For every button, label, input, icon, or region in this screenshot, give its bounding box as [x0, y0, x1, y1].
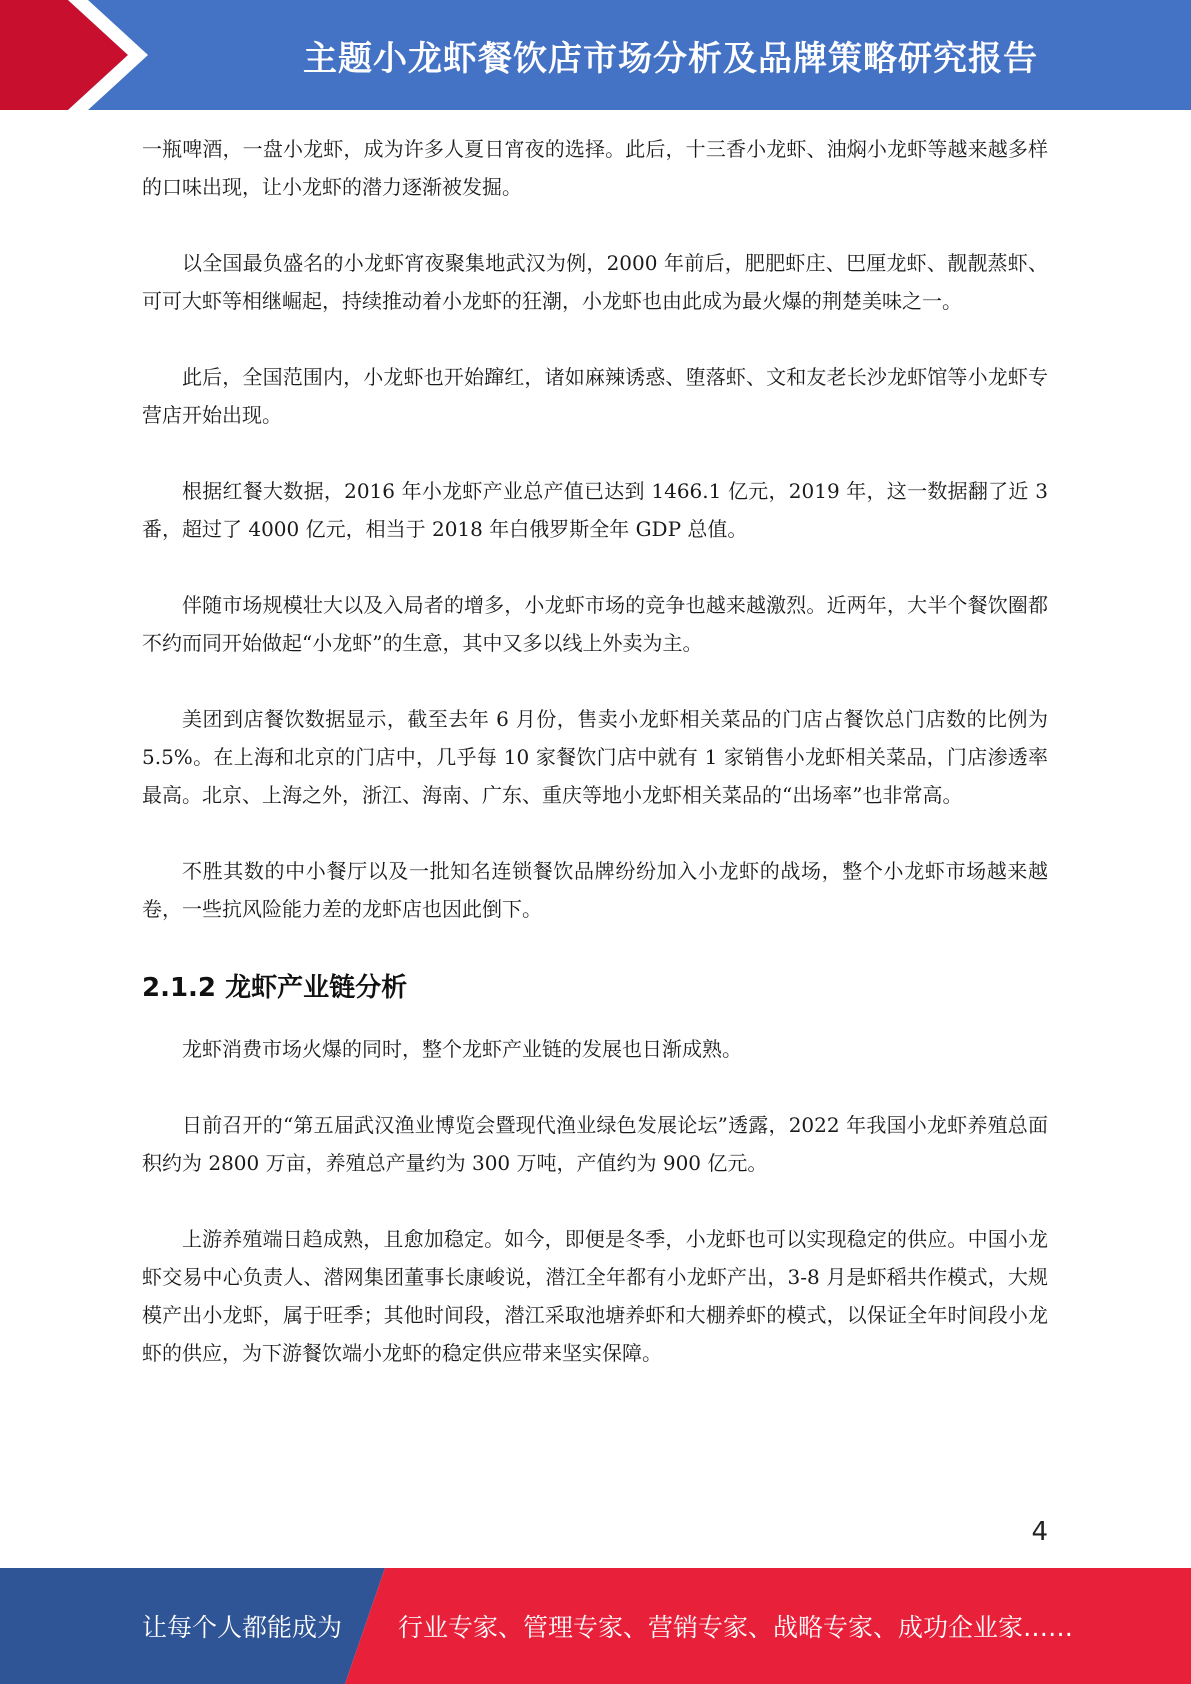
- footer-slogan-left: 让每个人都能成为: [142, 1613, 343, 1642]
- main-content: [142, 130, 1048, 1372]
- paragraph: 伴随市场规模壮大以及入局者的增多，小龙虾市场的竞争也越来越激烈。近两年，大半个餐饮圈都不约而同开始做起“小龙虾”的生意，其中又多以线上外卖为主。: [142, 593, 1048, 655]
- section-heading: 2.1.2 龙虾产业链分析: [142, 973, 408, 1003]
- paragraph: 根据红餐大数据，2016 年小龙虾产业总产值已达到 1466.1 亿元，2019 年，这一数据翻了近 3 番，超过了 4000 亿元，相当于 2018 年白俄罗斯全年 GDP 总值。: [142, 479, 1048, 541]
- page-number: 4: [1031, 1517, 1048, 1547]
- paragraph: 一瓶啤酒，一盘小龙虾，成为许多人夏日宵夜的选择。此后，十三香小龙虾、油焖小龙虾等越来越多样的口味出现，让小龙虾的潜力逐渐被发掘。: [142, 137, 1048, 199]
- header-chevron-decoration: [0, 0, 160, 110]
- footer-slogan-right: 行业专家、管理专家、营销专家、战略专家、成功企业家……: [398, 1613, 1074, 1642]
- paragraph: 此后，全国范围内，小龙虾也开始蹿红，诸如麻辣诱惑、堕落虾、文和友老长沙龙虾馆等小龙虾专营店开始出现。: [142, 365, 1048, 427]
- report-title: 主题小龙虾餐饮店市场分析及品牌策略研究报告: [303, 38, 1038, 79]
- page-footer: [0, 1568, 1191, 1684]
- paragraph: 美团到店餐饮数据显示，截至去年 6 月份，售卖小龙虾相关菜品的门店占餐饮总门店数的比例为 5.5%。在上海和北京的门店中，几乎每 10 家餐饮门店中就有 1 家销售小龙虾相关菜品，门店渗透率最高。北京、上海之外，浙江、海南、广东、重庆等地小龙虾相关菜品的“出场率”也非常高。: [142, 707, 1048, 807]
- paragraph: 以全国最负盛名的小龙虾宵夜聚集地武汉为例，2000 年前后，肥肥虾庄、巴厘龙虾、靓靓蒸虾、可可大虾等相继崛起，持续推动着小龙虾的狂潮，小龙虾也由此成为最火爆的荆楚美味之一。: [142, 251, 1048, 313]
- paragraph: 龙虾消费市场火爆的同时，整个龙虾产业链的发展也日渐成熟。: [182, 1037, 742, 1061]
- paragraph: 不胜其数的中小餐厅以及一批知名连锁餐饮品牌纷纷加入小龙虾的战场，整个小龙虾市场越来越卷，一些抗风险能力差的龙虾店也因此倒下。: [142, 859, 1048, 921]
- paragraph: 上游养殖端日趋成熟，且愈加稳定。如今，即便是冬季，小龙虾也可以实现稳定的供应。中国小龙虾交易中心负责人、潜网集团董事长康峻说，潜江全年都有小龙虾产出，3-8 月是虾稻共作模式，大规模产出小龙虾，属于旺季；其他时间段，潜江采取池塘养虾和大棚养虾的模式，以保证全年时间段小龙虾的供应，为下游餐饮端小龙虾的稳定供应带来坚实保障。: [142, 1227, 1048, 1365]
- paragraph: 日前召开的“第五届武汉渔业博览会暨现代渔业绿色发展论坛”透露，2022 年我国小龙虾养殖总面积约为 2800 万亩，养殖总产量约为 300 万吨，产值约为 900 亿元。: [142, 1113, 1048, 1175]
- page-header: [0, 0, 1191, 110]
